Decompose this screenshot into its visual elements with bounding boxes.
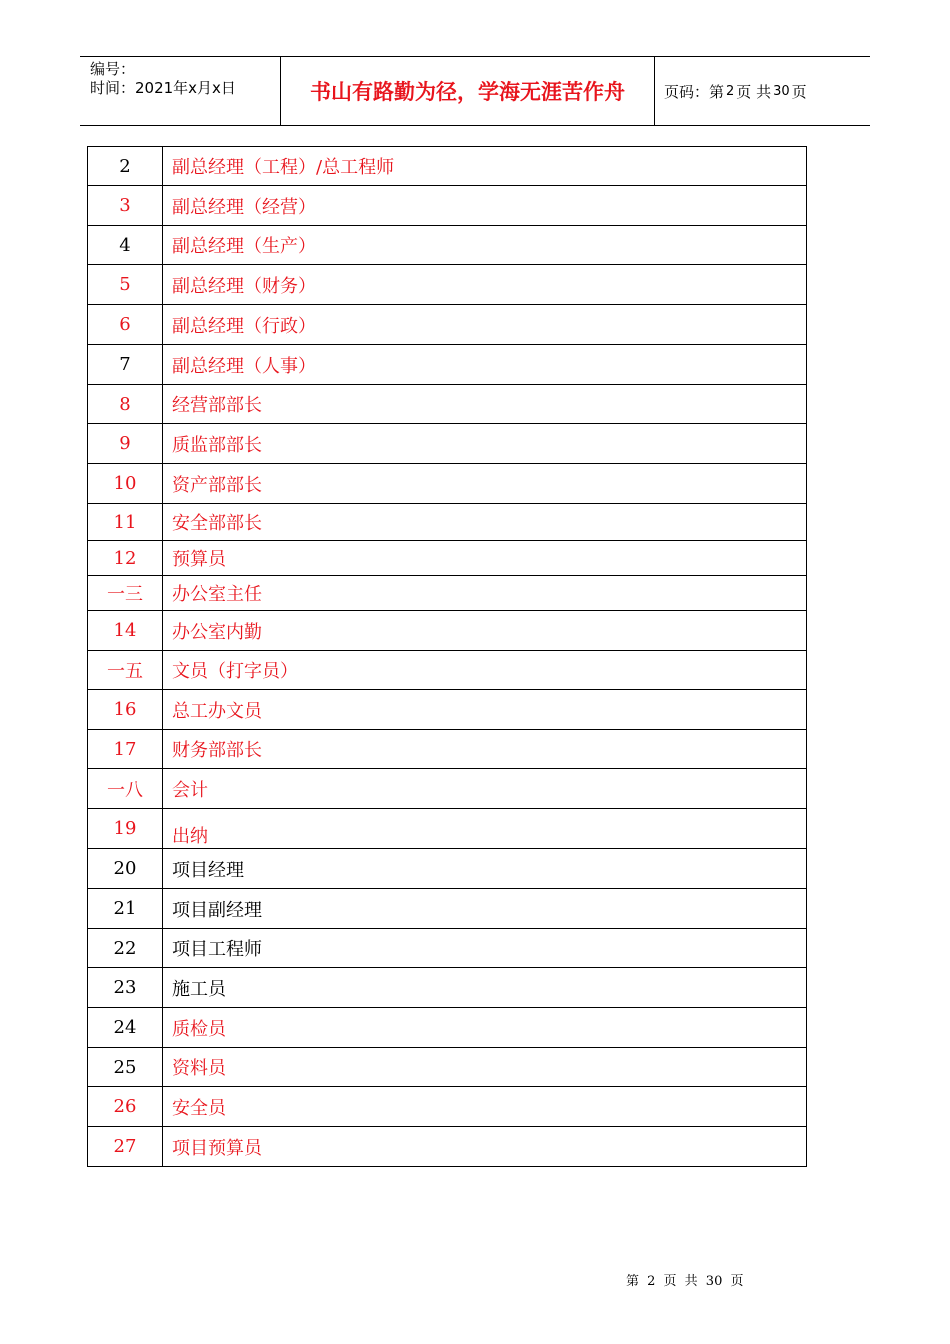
row-title: 出纳 xyxy=(163,809,807,849)
row-number: 2 xyxy=(88,147,163,186)
row-number: 4 xyxy=(88,226,163,265)
row-title: 办公室内勤 xyxy=(163,611,807,651)
row-title: 项目预算员 xyxy=(163,1127,807,1167)
table-row xyxy=(88,504,807,541)
row-number: 3 xyxy=(88,186,163,226)
table-row xyxy=(88,651,807,690)
row-title: 副总经理（财务） xyxy=(163,265,807,305)
table-row xyxy=(88,1008,807,1048)
row-title: 项目经理 xyxy=(163,849,807,889)
table-row xyxy=(88,305,807,345)
row-number: 11 xyxy=(88,504,163,541)
table-row xyxy=(88,147,807,186)
row-number: 23 xyxy=(88,968,163,1008)
row-title: 预算员 xyxy=(163,541,807,576)
row-title: 办公室主任 xyxy=(163,576,807,611)
row-number: 24 xyxy=(88,1008,163,1048)
page-footer: 第 2 页 共 30 页 xyxy=(626,1274,744,1289)
page-total: 30 xyxy=(773,83,790,99)
table-row xyxy=(88,1048,807,1087)
row-number: 27 xyxy=(88,1127,163,1167)
role-table xyxy=(87,146,807,1167)
table-row xyxy=(88,541,807,576)
page-header xyxy=(80,56,870,126)
row-number: 一五 xyxy=(88,651,163,690)
row-number: 7 xyxy=(88,345,163,385)
row-number: 9 xyxy=(88,424,163,464)
row-title: 项目工程师 xyxy=(163,929,807,968)
row-title: 资料员 xyxy=(163,1048,807,1087)
row-title: 施工员 xyxy=(163,968,807,1008)
table-row xyxy=(88,929,807,968)
row-title: 安全部部长 xyxy=(163,504,807,541)
page-suffix: 页 xyxy=(791,82,807,101)
row-number: 一八 xyxy=(88,769,163,809)
row-number: 8 xyxy=(88,385,163,424)
row-number: 6 xyxy=(88,305,163,345)
row-number: 26 xyxy=(88,1087,163,1127)
table-row xyxy=(88,690,807,730)
row-number: 20 xyxy=(88,849,163,889)
row-number: 5 xyxy=(88,265,163,305)
row-number: 22 xyxy=(88,929,163,968)
table-row xyxy=(88,186,807,226)
row-title: 总工办文员 xyxy=(163,690,807,730)
serial-label: 编号： xyxy=(90,60,136,78)
row-number: 14 xyxy=(88,611,163,651)
header-meta xyxy=(80,57,281,125)
table-row xyxy=(88,385,807,424)
table-row xyxy=(88,769,807,809)
row-title: 项目副经理 xyxy=(163,889,807,929)
table-row xyxy=(88,226,807,265)
row-number: 一三 xyxy=(88,576,163,611)
row-title: 资产部部长 xyxy=(163,464,807,504)
row-title: 副总经理（行政） xyxy=(163,305,807,345)
row-title: 安全员 xyxy=(163,1087,807,1127)
row-number: 16 xyxy=(88,690,163,730)
row-number: 10 xyxy=(88,464,163,504)
header-motto: 书山有路勤为径，学海无涯苦作舟 xyxy=(281,57,655,125)
page-current: 2 xyxy=(726,83,735,99)
date-label: 时间：2021年x月x日 xyxy=(90,79,236,97)
row-title: 副总经理（人事） xyxy=(163,345,807,385)
row-number: 17 xyxy=(88,730,163,769)
row-title: 副总经理（生产） xyxy=(163,226,807,265)
page-prefix: 页码：第 xyxy=(664,82,725,101)
header-page-number xyxy=(655,57,870,125)
row-title: 质监部部长 xyxy=(163,424,807,464)
table-row xyxy=(88,889,807,929)
table-row xyxy=(88,849,807,889)
row-title: 会计 xyxy=(163,769,807,809)
table-row xyxy=(88,424,807,464)
table-row xyxy=(88,968,807,1008)
page-mid: 页 共 xyxy=(736,82,772,101)
row-number: 21 xyxy=(88,889,163,929)
row-number: 25 xyxy=(88,1048,163,1087)
table-row xyxy=(88,464,807,504)
table-row xyxy=(88,1087,807,1127)
table-row xyxy=(88,1127,807,1167)
row-title: 财务部部长 xyxy=(163,730,807,769)
table-row xyxy=(88,345,807,385)
row-title: 经营部部长 xyxy=(163,385,807,424)
table-row xyxy=(88,611,807,651)
row-title: 副总经理（经营） xyxy=(163,186,807,226)
table-row xyxy=(88,809,807,849)
row-number: 12 xyxy=(88,541,163,576)
table-row xyxy=(88,576,807,611)
row-number: 19 xyxy=(88,809,163,849)
row-title: 质检员 xyxy=(163,1008,807,1048)
table-row xyxy=(88,265,807,305)
row-title: 文员（打字员） xyxy=(163,651,807,690)
row-title: 副总经理（工程）/总工程师 xyxy=(163,147,807,186)
table-row xyxy=(88,730,807,769)
